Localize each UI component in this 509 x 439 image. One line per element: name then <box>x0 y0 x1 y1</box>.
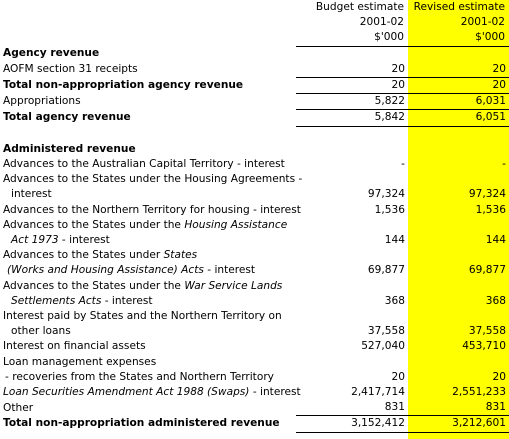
revised-value: 6,051 <box>408 110 509 126</box>
row-label-cont: interest <box>11 188 52 201</box>
label-text: Advances to the States under the <box>3 218 185 231</box>
budget-unit: $'000 <box>296 30 408 46</box>
act-name: Housing Assistance <box>184 218 288 231</box>
row-label: AOFM section 31 receipts <box>3 63 138 76</box>
agency-heading: Agency revenue <box>3 47 100 60</box>
row-label: Interest on financial assets <box>3 340 146 353</box>
revised-value: 144 <box>485 234 506 247</box>
revised-value: 453,710 <box>462 340 506 353</box>
revised-value: 831 <box>485 401 506 414</box>
row-label: Interest paid by States and the Northern Territory on <box>3 310 282 323</box>
administered-heading: Administered revenue <box>3 142 136 155</box>
act-name: Act 1973 <box>11 234 59 247</box>
header-row-1 <box>0 0 509 15</box>
label-text: Advances to the States under the <box>3 279 185 292</box>
spacer-row <box>0 126 509 142</box>
budget-header: Budget estimate <box>315 1 404 13</box>
row-label: Total non-appropriation agency revenue <box>3 79 244 91</box>
table-row <box>0 370 509 385</box>
row-label: Advances to the Australian Capital Territory - interest <box>3 158 285 170</box>
budget-total: 3,152,412 <box>296 416 408 432</box>
budget-value: - <box>401 158 405 170</box>
table-row <box>0 385 509 400</box>
budget-value: 97,324 <box>367 188 405 201</box>
revised-value: 2,551,233 <box>452 386 506 399</box>
row-label-cont: other loans <box>11 325 71 338</box>
table-row <box>0 339 509 354</box>
budget-value: 2,417,714 <box>351 386 405 399</box>
label-text: Advances to the States under <box>3 249 164 262</box>
revised-value: 1,536 <box>475 203 506 216</box>
table-row <box>0 78 509 94</box>
table-row <box>0 355 509 370</box>
header-row-2 <box>0 15 509 30</box>
table-row <box>0 309 509 324</box>
budget-value: 5,822 <box>296 94 408 110</box>
row-label-cont <box>0 233 296 248</box>
administered-heading-row <box>0 142 509 157</box>
agency-heading-row <box>0 46 509 62</box>
row-label: Loan management expenses <box>3 355 157 368</box>
act-name: War Service Lands <box>184 279 283 292</box>
row-label: Appropriations <box>3 95 81 108</box>
row-label <box>0 218 296 233</box>
row-label: Total agency revenue <box>3 111 131 124</box>
act-name: Settlements Acts <box>11 294 102 307</box>
row-label <box>0 385 301 400</box>
table-row <box>0 324 509 339</box>
budget-value: 368 <box>384 294 405 307</box>
revised-value: 20 <box>492 370 506 383</box>
budget-value: 527,040 <box>361 340 405 353</box>
revised-value: 69,877 <box>468 264 506 277</box>
table-row <box>0 233 509 248</box>
label-text: - interest <box>101 294 153 307</box>
budget-value: 1,536 <box>374 203 405 216</box>
total-label: Total non-appropriation administered revenue <box>3 417 280 430</box>
budget-value: 20 <box>296 78 408 94</box>
row-label: Advances to the States under the Housing Agreements - <box>3 173 303 186</box>
revised-value: 368 <box>485 294 506 307</box>
revised-value: 20 <box>408 62 509 78</box>
table-row <box>0 157 509 172</box>
budget-value: 20 <box>391 370 405 383</box>
budget-value: 69,877 <box>367 264 405 277</box>
budget-value: 37,558 <box>367 325 405 338</box>
table-row <box>0 279 509 294</box>
budget-value: 20 <box>296 62 408 78</box>
revised-year: 2001-02 <box>460 16 505 29</box>
table-row <box>0 294 509 309</box>
label-text: - interest <box>249 386 301 399</box>
revised-total: 3,212,601 <box>408 416 509 432</box>
row-label-cont <box>0 294 296 309</box>
act-name: States <box>163 249 198 262</box>
revised-value: 6,031 <box>408 94 509 110</box>
table-row <box>0 263 509 278</box>
revised-unit: $'000 <box>408 30 509 46</box>
label-text: - interest <box>203 264 256 277</box>
table-row <box>0 110 509 126</box>
table-row <box>0 203 509 218</box>
revised-value: - <box>502 158 506 170</box>
budget-value: 5,842 <box>296 110 408 126</box>
row-label <box>0 279 296 294</box>
row-label-cont: - recoveries from the States and Northern Territory <box>5 370 274 383</box>
revised-value: 97,324 <box>468 188 506 201</box>
row-label-cont <box>0 263 296 278</box>
budget-year: 2001-02 <box>359 16 404 29</box>
table-row <box>0 62 509 78</box>
budget-value: 144 <box>384 234 405 247</box>
table-row <box>0 248 509 263</box>
revised-value: 37,558 <box>468 325 506 338</box>
row-label: Advances to the Northern Territory for housing - interest <box>3 203 301 216</box>
table-row <box>0 94 509 110</box>
row-label <box>0 248 296 263</box>
act-name: (Works and Housing Assistance) Acts <box>7 264 204 277</box>
header-row-3 <box>0 30 509 46</box>
act-name: Loan Securities Amendment Act 1988 (Swaps) <box>3 386 250 399</box>
row-label: Other <box>3 401 34 414</box>
table-row <box>0 400 509 416</box>
table-row <box>0 187 509 202</box>
table-row <box>0 218 509 233</box>
total-row <box>0 416 509 432</box>
label-text: - interest <box>58 234 110 247</box>
revised-header: Revised estimate <box>413 1 505 13</box>
table-row <box>0 172 509 187</box>
budget-value: 831 <box>384 401 405 414</box>
revised-value: 20 <box>408 78 509 94</box>
